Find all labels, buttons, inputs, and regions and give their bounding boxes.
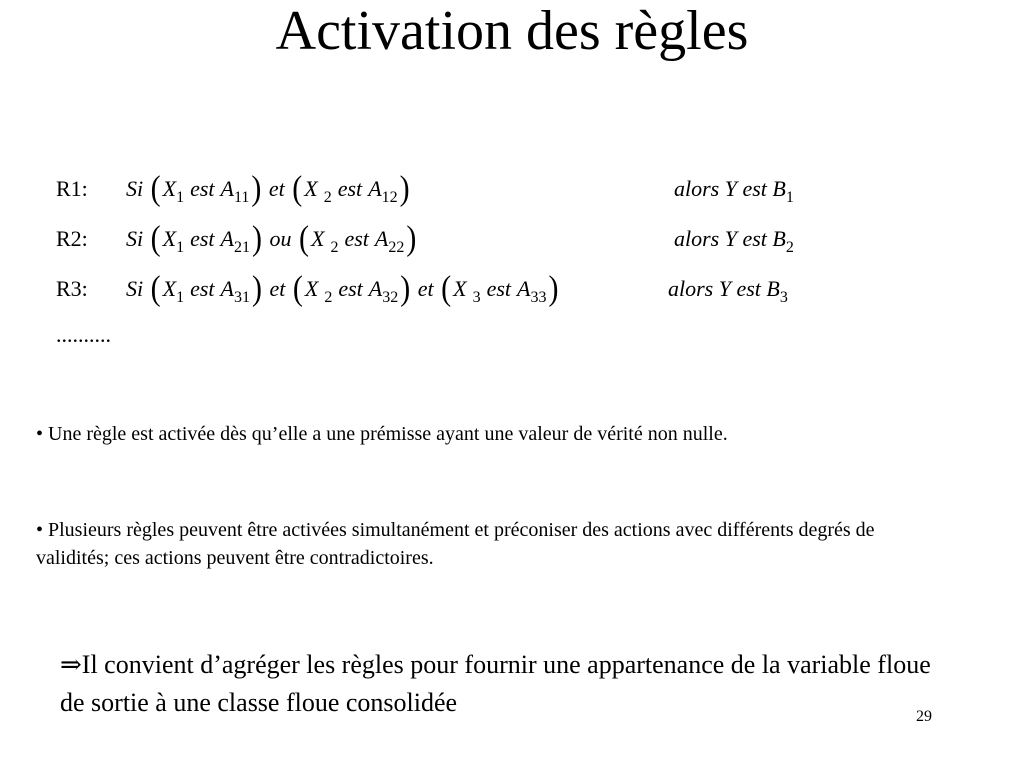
alors-clause: alors Y est B: [674, 176, 786, 201]
fuzzy-set: A: [368, 176, 382, 201]
input-variable-index: 2: [330, 239, 339, 256]
output-set-index: 2: [785, 239, 794, 256]
operator-keyword: et: [268, 176, 285, 201]
input-variable: X: [304, 176, 318, 201]
rule-conclusion: [674, 226, 794, 256]
est-keyword: est: [190, 176, 215, 201]
left-paren-icon: (: [150, 169, 161, 208]
fuzzy-set-index: 22: [388, 239, 405, 256]
rule-label: R1:: [56, 176, 88, 201]
input-variable-index: 2: [324, 289, 333, 306]
left-paren-icon: (: [441, 269, 452, 308]
est-keyword: est: [190, 226, 215, 251]
input-variable: X: [162, 276, 177, 301]
fuzzy-set: A: [220, 176, 234, 201]
rule-conclusion: [674, 176, 794, 206]
right-paren-icon: ): [400, 269, 411, 308]
fuzzy-set: A: [517, 276, 531, 301]
right-paren-icon: ): [406, 219, 417, 258]
fuzzy-set-index: 21: [233, 239, 250, 256]
left-paren-icon: (: [292, 269, 303, 308]
fuzzy-set: A: [220, 226, 234, 251]
rule-label: R2:: [56, 226, 88, 251]
left-paren-icon: (: [150, 269, 161, 308]
rules-ellipsis: ..........: [56, 322, 111, 347]
fuzzy-set: A: [368, 276, 383, 301]
fuzzy-set: A: [374, 226, 389, 251]
input-variable: X: [162, 176, 177, 201]
bullet-point-activation: • Une règle est activée dès qu’elle a une prémisse ayant une valeur de vérité non nulle.: [36, 423, 728, 445]
est-keyword: est: [486, 276, 512, 301]
page-number: 29: [916, 708, 932, 725]
implies-arrow-icon: ⇒: [60, 650, 82, 679]
fuzzy-set-index: 31: [233, 289, 250, 306]
right-paren-icon: ): [251, 169, 262, 208]
rule-premise: [126, 219, 418, 258]
rule-premise: [126, 269, 560, 308]
fuzzy-set-index: 11: [233, 189, 250, 206]
right-paren-icon: ): [399, 169, 410, 208]
fuzzy-set: A: [220, 276, 234, 301]
operator-keyword: et: [417, 276, 434, 301]
left-paren-icon: (: [298, 219, 309, 258]
fuzzy-set-index: 32: [382, 289, 399, 306]
right-paren-icon: ): [548, 269, 559, 308]
est-keyword: est: [337, 176, 363, 201]
input-variable: X: [453, 276, 467, 301]
si-keyword: Si: [126, 226, 144, 251]
right-paren-icon: ): [251, 219, 262, 258]
alors-clause: alors Y est B: [674, 226, 786, 251]
left-paren-icon: (: [292, 169, 303, 208]
alors-clause: alors Y est B: [668, 276, 780, 301]
conclusion-statement: [60, 646, 960, 722]
fuzzy-set-index: 33: [530, 289, 547, 306]
si-keyword: Si: [126, 176, 144, 201]
rule-conclusion: [668, 276, 788, 306]
left-paren-icon: (: [150, 219, 161, 258]
slide-title: Activation des règles: [275, 0, 749, 62]
si-keyword: Si: [126, 276, 144, 301]
conclusion-text: Il convient d’agréger les règles pour fournir une appartenance de la variable floue de sortie à une classe floue consolidée: [60, 650, 931, 717]
input-variable: X: [310, 226, 325, 251]
bullet-point-multiple-rules: • Plusieurs règles peuvent être activées simultanément et préconiser des actions avec différents degrés de validités; ces actions peuvent être contradictoires.: [36, 519, 875, 569]
est-keyword: est: [338, 276, 363, 301]
est-keyword: est: [190, 276, 215, 301]
est-keyword: est: [344, 226, 369, 251]
input-variable: X: [304, 276, 319, 301]
input-variable-index: 3: [472, 289, 481, 306]
rule-label: R3:: [56, 276, 88, 301]
fuzzy-set-index: 12: [381, 189, 398, 206]
input-variable-index: 1: [176, 189, 185, 206]
operator-keyword: ou: [269, 226, 292, 251]
input-variable: X: [162, 226, 177, 251]
rule-premise: [126, 169, 412, 208]
input-variable-index: 2: [323, 189, 332, 206]
input-variable-index: 1: [176, 239, 185, 256]
operator-keyword: et: [269, 276, 286, 301]
output-set-index: 1: [785, 189, 794, 206]
output-set-index: 3: [779, 289, 788, 306]
input-variable-index: 1: [176, 289, 185, 306]
right-paren-icon: ): [251, 269, 262, 308]
